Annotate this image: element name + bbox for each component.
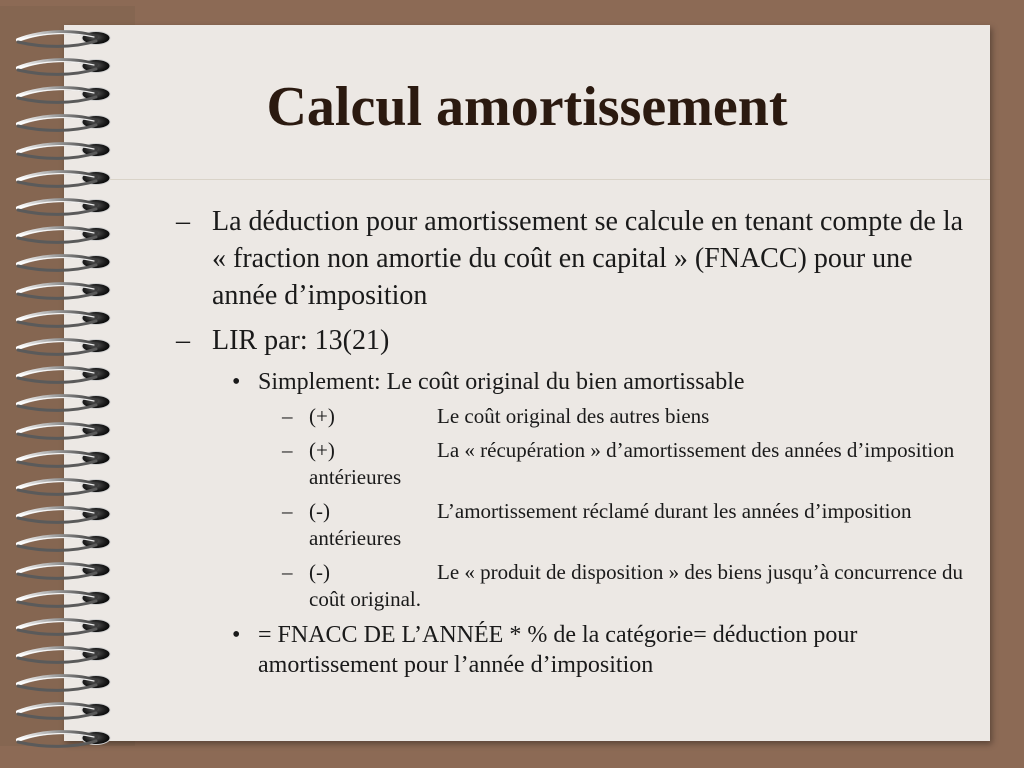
dash-marker: – <box>282 438 293 462</box>
bullet-original-cost <box>176 367 976 397</box>
bullet-fnacc-definition <box>176 203 976 314</box>
bullet-text: Le « produit de disposition » des biens jusqu’à concurrence du coût original. <box>309 560 964 611</box>
bullet-text: L’amortissement réclamé durant les années d’imposition antérieures <box>309 499 912 550</box>
bullet-text: = FNACC DE L’ANNÉE * % de la catégorie= déduction pour amortissement pour l’année d’imposition <box>258 622 858 678</box>
slide-body <box>176 203 976 686</box>
bullet-deduction-formula <box>176 620 976 680</box>
bullet-text: Simplement: Le coût original du bien amortissable <box>258 369 745 395</box>
sub-bullet-claimed-depreciation <box>176 498 976 552</box>
bullet-text: La « récupération » d’amortissement des années d’imposition antérieures <box>309 438 955 489</box>
bullet-text: LIR par: 13(21) <box>212 325 390 356</box>
sign-label: (-) <box>309 499 330 523</box>
title-divider <box>110 179 990 180</box>
sub-bullet-disposal-proceeds <box>176 559 976 613</box>
dash-marker: – <box>282 499 293 523</box>
bullet-text: La déduction pour amortissement se calcule en tenant compte de la « fraction non amortie du coût en capital » (FNACC) pour une année d’imposition <box>212 206 964 311</box>
bullet-dot-marker: • <box>232 369 241 395</box>
dash-marker: – <box>176 325 190 356</box>
dash-marker: – <box>282 404 293 428</box>
dash-marker: – <box>176 206 190 237</box>
sign-label: (+) <box>309 438 335 462</box>
dash-marker: – <box>282 560 293 584</box>
bullet-text: Le coût original des autres biens <box>437 404 710 428</box>
sign-label: (-) <box>309 560 330 584</box>
sign-label: (+) <box>309 404 335 428</box>
sub-bullet-other-assets <box>176 403 976 430</box>
bullet-dot-marker: • <box>232 622 241 648</box>
bullet-lir-reference <box>176 322 976 359</box>
sub-bullet-recapture <box>176 437 976 491</box>
slide-title: Calcul amortissement <box>266 76 788 138</box>
